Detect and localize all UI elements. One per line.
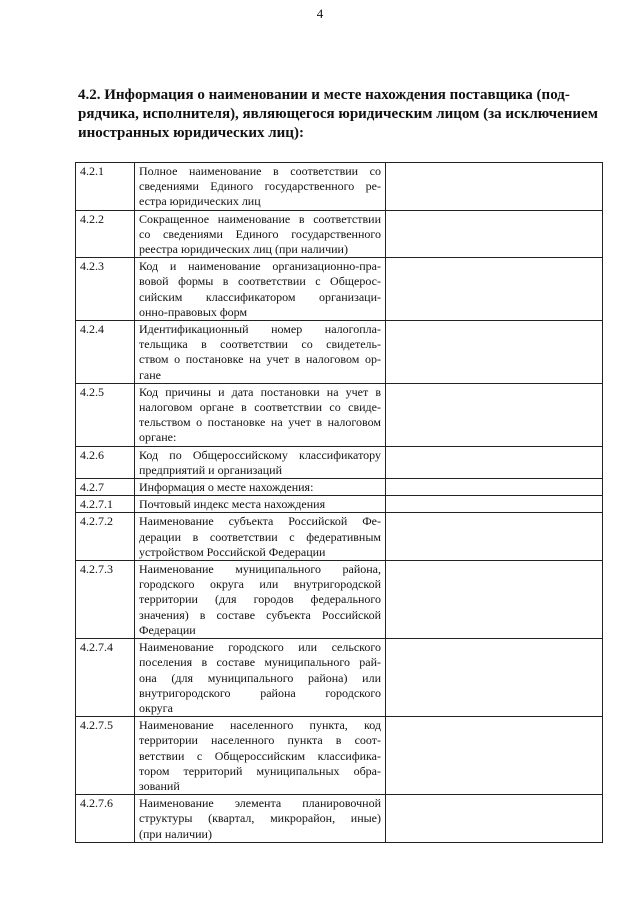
description-line: Наименование субъекта Российской Фе-	[139, 514, 381, 529]
row-description	[135, 561, 386, 639]
description-line: органе:	[139, 430, 177, 445]
description-line: Код по Общероссийскому классификатору	[139, 447, 381, 462]
row-description	[135, 321, 386, 384]
row-description	[135, 258, 386, 321]
row-value-field[interactable]	[386, 210, 603, 258]
page-number: 4	[316, 6, 324, 21]
description-line: со сведениями Единого государственного	[139, 226, 381, 241]
description-line: дерации в соответствии с федеративным	[139, 529, 381, 544]
row-code: 4.2.7	[76, 479, 135, 496]
description-line: гане	[139, 367, 161, 382]
description-line: значения) в составе субъекта Российской	[139, 607, 381, 622]
row-value-field[interactable]	[386, 639, 603, 717]
row-description	[135, 639, 386, 717]
table-row	[76, 513, 603, 561]
row-description	[135, 479, 386, 496]
description-line: реестра юридических лиц (при наличии)	[139, 242, 348, 257]
table-row	[76, 795, 603, 843]
description-line: Наименование муниципального района,	[139, 562, 381, 577]
description-line: сийским классификатором организаци-	[139, 289, 381, 304]
description-line: тельщика в соответствии со свидетель-	[139, 337, 381, 352]
description-line: Информация о месте нахождения:	[139, 480, 314, 495]
description-line: Код причины и дата постановки на учет в	[139, 384, 381, 399]
row-code: 4.2.1	[76, 163, 135, 211]
row-value-field[interactable]	[386, 561, 603, 639]
description-line: налоговом органе в соответствии со свиде-	[139, 400, 381, 415]
row-value-field[interactable]	[386, 496, 603, 513]
row-value-field[interactable]	[386, 258, 603, 321]
description-line: тором территорий муниципальных обра-	[139, 763, 381, 778]
table-row	[76, 210, 603, 258]
table-row	[76, 717, 603, 795]
row-code: 4.2.7.6	[76, 795, 135, 843]
description-line: тельством о постановке на учет в налоговом	[139, 415, 381, 430]
description-line: городского округа или внутригородской	[139, 577, 381, 592]
row-value-field[interactable]	[386, 513, 603, 561]
description-line: Наименование городского или сельского	[139, 640, 381, 655]
row-description	[135, 795, 386, 843]
row-code: 4.2.6	[76, 446, 135, 478]
description-line: внутригородского района городского	[139, 685, 381, 700]
row-description	[135, 210, 386, 258]
table-body	[76, 163, 603, 843]
description-line: Почтовый индекс места нахождения	[139, 497, 326, 512]
heading-line: 4.2. Информация о наименовании и месте нахождения поставщика (под-	[78, 87, 570, 103]
description-line: (при наличии)	[139, 826, 212, 841]
table-row	[76, 163, 603, 211]
table-row	[76, 496, 603, 513]
supplier-info-table	[75, 162, 603, 843]
row-code: 4.2.7.3	[76, 561, 135, 639]
row-value-field[interactable]	[386, 717, 603, 795]
description-line: ветствии с Общероссийским классифика-	[139, 748, 381, 763]
description-line: устройством Российской Федерации	[139, 544, 326, 559]
row-description	[135, 496, 386, 513]
description-line: поселения в составе муниципального рай-	[139, 655, 381, 670]
description-line: Наименование элемента планировочной	[139, 796, 381, 811]
row-value-field[interactable]	[386, 321, 603, 384]
row-code: 4.2.3	[76, 258, 135, 321]
heading-line: иностранных юридических лиц):	[78, 125, 304, 141]
description-line: зований	[139, 778, 180, 793]
row-description	[135, 163, 386, 211]
section-heading	[78, 86, 598, 143]
table-row	[76, 446, 603, 478]
description-line: Идентификационный номер налогопла-	[139, 322, 381, 337]
row-value-field[interactable]	[386, 795, 603, 843]
table-row	[76, 258, 603, 321]
table-row	[76, 639, 603, 717]
description-line: вовой формы в соответствии с Общерос-	[139, 274, 381, 289]
description-line: структуры (квартал, микрорайон, иные)	[139, 811, 381, 826]
row-code: 4.2.7.1	[76, 496, 135, 513]
row-value-field[interactable]	[386, 479, 603, 496]
description-line: Федерации	[139, 622, 196, 637]
description-line: округа	[139, 700, 173, 715]
row-code: 4.2.4	[76, 321, 135, 384]
description-line: Полное наименование в соответствии со	[139, 164, 381, 178]
description-line: онно-правовых форм	[139, 304, 248, 319]
description-line: сведениями Единого государственного ре-	[139, 179, 381, 194]
table-row	[76, 561, 603, 639]
description-line: Сокращенное наименование в соответствии	[139, 211, 381, 226]
row-code: 4.2.5	[76, 383, 135, 446]
table-row	[76, 321, 603, 384]
table-row	[76, 479, 603, 496]
row-description	[135, 513, 386, 561]
row-description	[135, 717, 386, 795]
row-code: 4.2.2	[76, 210, 135, 258]
row-description	[135, 446, 386, 478]
row-value-field[interactable]	[386, 383, 603, 446]
description-line: территории населенного пункта в соот-	[139, 733, 381, 748]
description-line: естра юридических лиц	[139, 194, 261, 209]
table-row	[76, 383, 603, 446]
description-line: она (для муниципального района) или	[139, 670, 381, 685]
description-line: ством о постановке на учет в налоговом ор-	[139, 352, 381, 367]
description-line: Наименование населенного пункта, код	[139, 718, 381, 733]
row-value-field[interactable]	[386, 163, 603, 211]
description-line: предприятий и организаций	[139, 462, 282, 477]
description-line: Код и наименование организационно-пра-	[139, 259, 381, 274]
row-value-field[interactable]	[386, 446, 603, 478]
row-code: 4.2.7.2	[76, 513, 135, 561]
row-code: 4.2.7.4	[76, 639, 135, 717]
row-code: 4.2.7.5	[76, 717, 135, 795]
heading-line: рядчика, исполнителя), являющегося юридическим лицом (за исключением	[78, 106, 598, 122]
description-line: территории (для городов федерального	[139, 592, 381, 607]
row-description	[135, 383, 386, 446]
